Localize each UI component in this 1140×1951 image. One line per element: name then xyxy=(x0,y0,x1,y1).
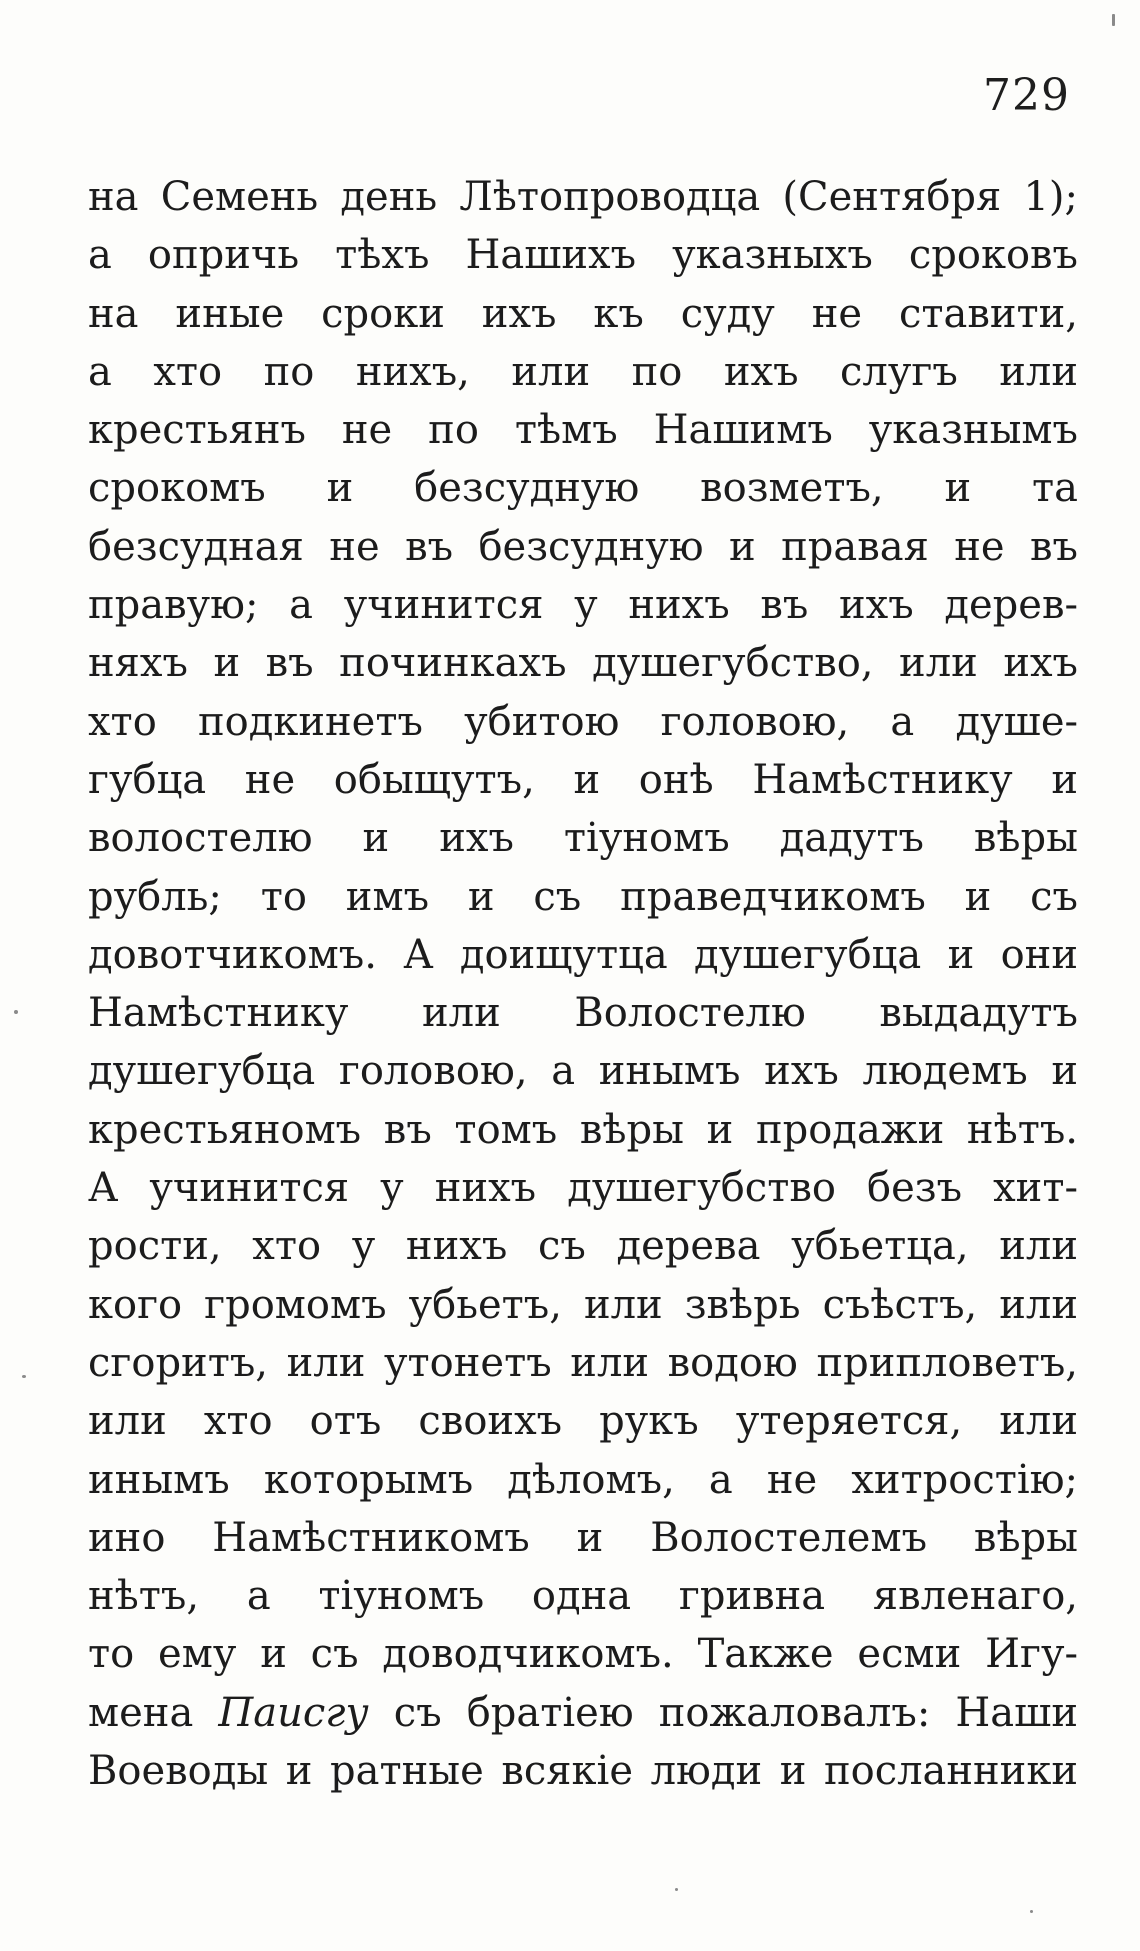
text-line: срокомъ и безсудную возметъ, и та xyxy=(88,465,1078,512)
paper-speck xyxy=(675,1888,678,1891)
text-line: а опричь тѣхъ Нашихъ указныхъ сроковъ xyxy=(88,232,1078,279)
text-line: а хто по нихъ, или по ихъ слугъ или xyxy=(88,348,1078,395)
text-segment: съ братіею пожаловалъ: Наши xyxy=(368,1689,1078,1736)
text-line: душегубца головою, а инымъ ихъ людемъ и xyxy=(88,1048,1078,1095)
text-line: Намѣстнику или Волостелю выдадутъ xyxy=(88,990,1078,1037)
text-line: на Семень день Лѣтопроводца (Сентября 1); xyxy=(88,174,1078,220)
body-text xyxy=(88,168,1078,1800)
paper-speck xyxy=(1112,14,1115,26)
text-line: Воеводы и ратные всякіе люди и посланники xyxy=(88,1748,1078,1795)
paper-speck xyxy=(1030,1910,1033,1913)
text-line: няхъ и въ починкахъ душегубство, или ихъ xyxy=(88,640,1078,687)
text-line: безсудная не въ безсудную и правая не въ xyxy=(88,523,1078,570)
text-line: нѣтъ, а тіуномъ одна гривна явленаго, xyxy=(88,1573,1078,1620)
text-line: сгоритъ, или утонетъ или водою припловетъ, xyxy=(88,1339,1078,1386)
text-line: губца не обыщутъ, и онѣ Намѣстнику и xyxy=(88,756,1078,803)
text-line: на иные сроки ихъ къ суду не ставити, xyxy=(88,290,1078,337)
text-line: рубль; то имъ и съ праведчикомъ и съ xyxy=(88,873,1078,920)
italic-name: Паисгу xyxy=(218,1689,369,1736)
text-line: ино Намѣстникомъ и Волостелемъ вѣры xyxy=(88,1514,1078,1561)
text-line: кого громомъ убьетъ, или звѣрь съѣстъ, или xyxy=(88,1281,1078,1328)
text-line: инымъ которымъ дѣломъ, а не хитростію; xyxy=(88,1456,1078,1503)
text-line: крестьянъ не по тѣмъ Нашимъ указнымъ xyxy=(88,407,1078,454)
text-line: волостелю и ихъ тіуномъ дадутъ вѣры xyxy=(88,815,1078,862)
paper-speck xyxy=(14,1010,18,1014)
text-line: довотчикомъ. А доищутца душегубца и они xyxy=(88,931,1078,978)
paper-speck xyxy=(22,1375,26,1378)
text-line: рости, хто у нихъ съ дерева убьетца, или xyxy=(88,1223,1078,1270)
text-line: то ему и съ доводчикомъ. Также есми Игу- xyxy=(88,1631,1078,1678)
text-line: правую; а учинится у нихъ въ ихъ дерев- xyxy=(88,582,1078,629)
text-line: хто подкинетъ убитою головою, а душе- xyxy=(88,698,1078,745)
text-line: крестьяномъ въ томъ вѣры и продажи нѣтъ. xyxy=(88,1106,1078,1153)
page-number: 729 xyxy=(983,70,1070,121)
text-segment: мена xyxy=(88,1689,219,1736)
text-line: А учинится у нихъ душегубство безъ хит- xyxy=(88,1165,1078,1212)
text-line: или хто отъ своихъ рукъ утеряется, или xyxy=(88,1398,1078,1445)
text-line xyxy=(88,1684,1078,1742)
